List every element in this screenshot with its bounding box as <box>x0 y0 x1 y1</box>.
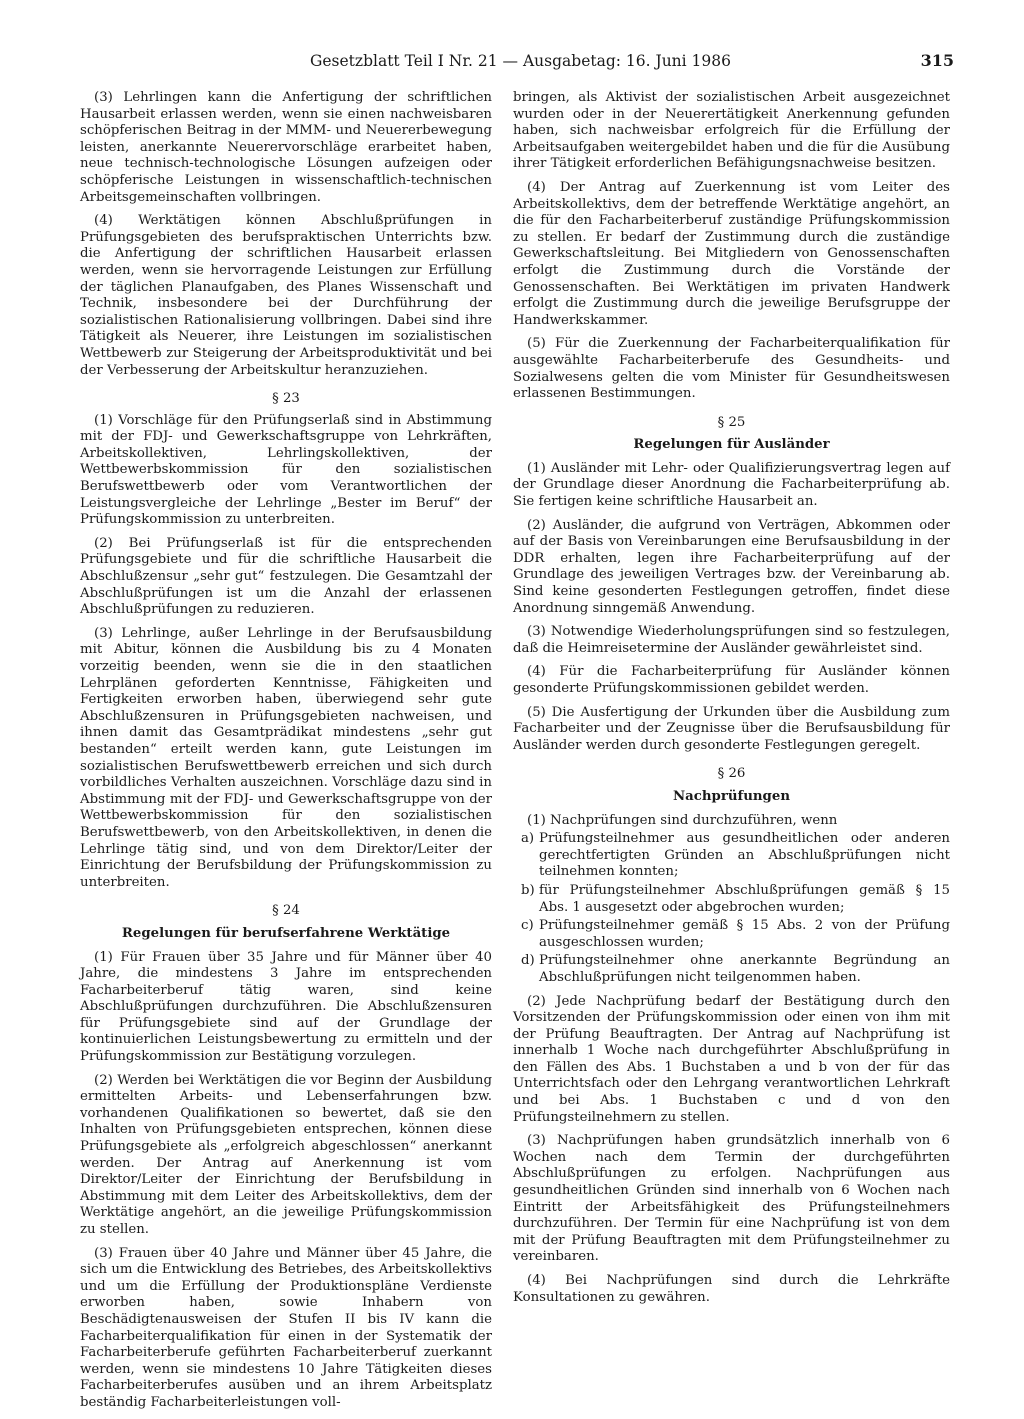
paragraph: (1) Vorschläge für den Prüfungserlaß sind in Abstimmung mit der FDJ- und Gewerkschaftsgruppe von Lehrkräften, Arbeitskollektiven, Lehrlingskollektiven, der Wettbewerbskommission für den sozialistischen Berufswettbewerb oder vom Verantwortlichen der Leistungsvergleiche der Lehrlinge „Bester im Beruf“ der Prüfungskommission zu unterbreiten. <box>80 412 492 528</box>
list-item <box>513 883 950 916</box>
paragraph: (1) Nachprüfungen sind durchzuführen, wenn <box>527 812 838 828</box>
paragraph: (5) Die Ausfertigung der Urkunden über die Ausbildung zum Facharbeiter und der Zeugnisse über die Berufsausbildung für Ausländer werden durch gesonderte Festlegungen geregelt. <box>513 704 950 753</box>
list-item-text: für Prüfungsteilnehmer Abschlußprüfungen gemäß § 15 Abs. 1 ausgesetzt oder abgebrochen wurden; <box>539 882 950 915</box>
paragraph-continuation: bringen, als Aktivist der sozialistischen Arbeit ausgezeichnet wurden oder in der Neuerertätigkeit Anerkennung gefunden haben, sich nachweisbar erfolgreich für die Erfüllung der Arbeitsaufgaben weitergebildet haben und die für die Ausübung ihrer Tätigkeit erforderlichen Befähigungsnachweise besitzen. <box>513 90 950 172</box>
page-header <box>310 47 954 75</box>
list-item <box>513 953 950 986</box>
section-heading: § 26 <box>717 766 746 782</box>
paragraph: (4) Der Antrag auf Zuerkennung ist vom Leiter des Arbeitskollektivs, dem der betreffende Werktätige angehört, an die für den Facharbeiterberuf zuständige Prüfungskommission zu stellen. Er bedarf der Zustimmung durch die zuständige Gewerkschaftsleitung. Bei Mitgliedern von Genossenschaften erfolgt die Zustimmung durch die Vorstände der Genossenschaften. Bei Werktätigen im privaten Handwerk erfolgt die Zustimmung durch die jeweilige Berufsgruppe der Handwerkskammer. <box>513 179 950 328</box>
paragraph: (3) Notwendige Wiederholungsprüfungen sind so festzulegen, daß die Heimreisetermine der Ausländer gewährleistet sind. <box>513 624 950 656</box>
list-item <box>513 831 950 881</box>
paragraph: (4) Für die Facharbeiterprüfung für Ausländer können gesonderte Prüfungskommissionen gebildet werden. <box>513 664 950 696</box>
list-item-text: Prüfungsteilnehmer aus gesundheitlichen oder anderen gerechtfertigten Gründen an Abschlußprüfungen nicht teilnehmen konnten; <box>539 831 950 880</box>
paragraph: (3) Lehrlinge, außer Lehrlinge in der Berufsausbildung mit Abitur, können die Ausbildung bis zu 4 Monaten vorzeitig beenden, wenn sie die in den staatlichen Lehrplänen geforderten Kenntnisse, Fähigkeiten und Fertigkeiten erworben haben, überwiegend sehr gute Abschlußzensuren in Prüfungsgebieten nachweisen, und ihnen damit das Gesamtprädikat mindestens „sehr gut bestanden“ erteilt werden kann, gute Leistungen im sozialistischen Berufswettbewerb erreichen und sich durch vorbildliches Verhalten auszeichnen. Vorschläge dazu sind in Abstimmung mit der FDJ- und Gewerkschaftsgruppe von der Wettbewerbskommission für den sozialistischen Berufswettbewerb, von den Arbeitskollektiven, in denen die Lehrlinge tätig sind, und von dem Direktor/Leiter der Einrichtung der Berufsbildung der Prüfungskommission zu unterbreiten. <box>80 625 492 890</box>
paragraph: (1) Für Frauen über 35 Jahre und für Männer über 40 Jahre, die mindestens 3 Jahre im entsprechenden Facharbeiterberuf tätig waren, sind keine Abschlußprüfungen durchzuführen. Die Abschlußzensuren für Prüfungsgebiete sind auf der Grundlage der kontinuierlichen Leistungsbewertung zu ermitteln und der Prüfungskommission zur Bestätigung vorzulegen. <box>80 949 492 1065</box>
section-title: Regelungen für Ausländer <box>633 437 830 453</box>
list-item-text: Prüfungsteilnehmer gemäß § 15 Abs. 2 von der Prüfung ausgeschlossen wurden; <box>539 918 950 950</box>
list-marker: c) <box>521 918 534 934</box>
page-number: 315 <box>920 51 954 70</box>
paragraph: (2) Jede Nachprüfung bedarf der Bestätigung durch den Vorsitzenden der Prüfungskommission oder einen von ihm mit der Prüfung Beauftragten. Der Antrag auf Nachprüfung ist innerhalb 1 Woche nach durchgeführter Abschlußprüfung in den Fällen des Abs. 1 Buchstaben a und b von der für das Unterrichtsfach oder den Lehrgang verantwortlichen Lehrkraft und bei Abs. 1 Buchstaben c und d von den Prüfungsteilnehmern zu stellen. <box>513 993 950 1125</box>
list-marker: d) <box>521 953 535 969</box>
paragraph: (3) Frauen über 40 Jahre und Männer über 45 Jahre, die sich um die Entwicklung des Betriebes, des Arbeitskollektivs und um die Erfüllung der Produktionspläne Verdienste erworben haben, sowie Inhabern von Beschädigtenausweisen der Stufen II bis IV kann die Facharbeiterqualifikation für einen in der Systematik der Facharbeiterberufe geführten Facharbeiterberuf zuerkannt werden, wenn sie mindestens 10 Jahre Tätigkeiten dieses Facharbeiterberufes ausüben und an ihrem Arbeitsplatz beständig Facharbeiterleistungen voll- <box>80 1245 492 1410</box>
right-column <box>513 90 950 1313</box>
paragraph: (2) Bei Prüfungserlaß ist für die entsprechenden Prüfungsgebiete und für die schriftliche Hausarbeit die Abschlußzensur „sehr gut“ festzulegen. Die Gesamtzahl der Abschlußprüfungen ist um die Anzahl der erlassenen Abschlußprüfungen zu reduzieren. <box>80 535 492 618</box>
list-marker: a) <box>521 831 535 847</box>
section-title: Nachprüfungen <box>673 788 790 804</box>
list-item-text: Prüfungsteilnehmer ohne anerkannte Begründung an Abschlußprüfungen nicht teilgenommen haben. <box>539 953 950 985</box>
header-title: Gesetzblatt Teil I Nr. 21 — Ausgabetag: 16. Juni 1986 <box>310 52 731 70</box>
paragraph: (4) Werktätigen können Abschlußprüfungen in Prüfungsgebieten des berufspraktischen Unterrichts bzw. die Anfertigung der schriftlichen Hausarbeit erlassen werden, wenn sie hervorragende Leistungen zur Erfüllung der täglichen Planaufgaben, des Planes Wissenschaft und Technik, insbesondere bei der Durchführung der sozialistischen Rationalisierung vollbringen. Dabei sind ihre Tätigkeit als Neuerer, ihre Leistungen im sozialistischen Wettbewerb zur Steigerung der Arbeitsproduktivität und bei der Verbesserung der Arbeitskultur heranzuziehen. <box>80 213 492 378</box>
section-title: Regelungen für berufserfahrene Werktätige <box>121 925 451 941</box>
paragraph: (4) Bei Nachprüfungen sind durch die Lehrkräfte Konsultationen zu gewähren. <box>513 1273 950 1305</box>
paragraph: (1) Ausländer mit Lehr- oder Qualifizierungsvertrag legen auf der Grundlage dieser Anordnung die Facharbeiterprüfung ab. Sie fertigen keine schriftliche Hausarbeit an. <box>513 460 950 510</box>
section-heading: § 25 <box>717 414 746 430</box>
paragraph: (2) Werden bei Werktätigen die vor Beginn der Ausbildung ermittelten Arbeits- und Lebenserfahrungen bzw. vorhandenen Qualifikationen so bewertet, daß sie den Inhalten von Prüfungsgebieten entsprechen, können diese Prüfungsgebiete als „erfolgreich abgeschlossen“ anerkannt werden. Der Antrag auf Anerkennung ist vom Direktor/Leiter der Einrichtung der Berufsbildung in Abstimmung mit dem Leiter des Arbeitskollektivs, dem der Werktätige angehört, an die jeweilige Prüfungskommission zu stellen. <box>80 1072 492 1237</box>
left-column <box>80 90 492 1419</box>
list-marker: b) <box>521 882 535 898</box>
paragraph: (5) Für die Zuerkennung der Facharbeiterqualifikation für ausgewählte Facharbeiterberufe des Gesundheits- und Sozialwesens gelten die vom Minister für Gesundheitswesen erlassenen Bestimmungen. <box>513 336 950 402</box>
paragraph: (2) Ausländer, die aufgrund von Verträgen, Abkommen oder auf der Basis von Vereinbarungen eine Berufsausbildung in der DDR erhalten, legen ihre Facharbeiterprüfung auf der Grundlage des jeweiligen Vertrages bzw. der Vereinbarung ab. Sind keine gesonderten Festlegungen getroffen, findet diese Anordnung sinngemäß Anwendung. <box>513 517 950 616</box>
section-heading: § 24 <box>272 903 300 919</box>
paragraph: (3) Nachprüfungen haben grundsätzlich innerhalb von 6 Wochen nach dem Termin der durchgeführten Abschlußprüfungen zu erfolgen. Nachprüfungen aus gesundheitlichen Gründen sind innerhalb von 6 Wochen nach Eintritt der Arbeitsfähigkeit des Prüfungsteilnehmers durchzuführen. Der Termin für eine Nachprüfung ist von dem mit der Prüfung Beauftragten mit dem Prüfungsteilnehmer zu vereinbaren. <box>513 1133 950 1265</box>
section-heading: § 23 <box>272 391 300 407</box>
paragraph: (3) Lehrlingen kann die Anfertigung der schriftlichen Hausarbeit erlassen werden, wenn sie einen nachweisbaren schöpferischen Beitrag in der MMM- und Neuererbewegung leisten, anerkannte Neuerervorschläge erarbeitet haben, neue technisch-technologische Lösungen aufzeigen oder schöpferische Leistungen in wissenschaftlich-technischen Arbeitsgemeinschaften vollbringen. <box>80 90 492 205</box>
list-item <box>513 918 950 951</box>
